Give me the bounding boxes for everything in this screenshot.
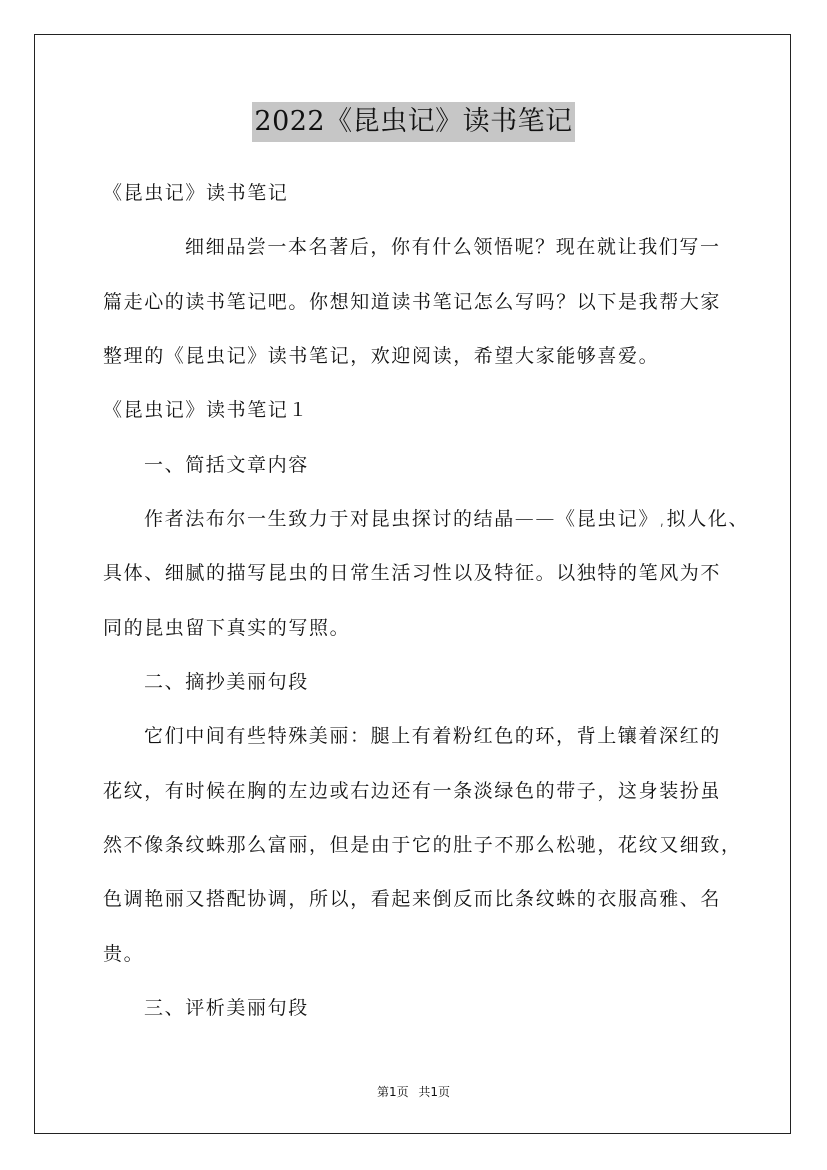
- paragraph-line: 然不像条纹蛛那么富丽，但是由于它的肚子不那么松驰，花纹又细致，: [103, 834, 742, 856]
- paragraph-line: 细细品尝一本名著后，你有什么领悟呢？现在就让我们写一: [185, 236, 721, 258]
- section-heading: 《昆虫记》读书笔记１: [103, 399, 310, 421]
- page-number-current: 第1页: [376, 1085, 409, 1099]
- paragraph-line: 篇走心的读书笔记吧。你想知道读书笔记怎么写吗？以下是我帮大家: [103, 291, 722, 313]
- section-heading: 一、简括文章内容: [144, 454, 309, 476]
- paragraph-line: 它们中间有些特殊美丽：腿上有着粉红色的环，背上镶着深红的: [144, 725, 721, 747]
- paragraph-line: 作者法布尔一生致力于对昆虫探讨的结晶——《昆虫记》,拟人化、: [144, 508, 750, 530]
- subtitle-line: 《昆虫记》读书笔记: [103, 182, 289, 204]
- paragraph-line: 同的昆虫留下真实的写照。: [103, 617, 351, 639]
- title-container: [0, 102, 827, 142]
- section-heading: 二、摘抄美丽句段: [144, 671, 309, 693]
- section-heading: 三、评析美丽句段: [144, 997, 309, 1019]
- paragraph-line: 整理的《昆虫记》读书笔记，欢迎阅读，希望大家能够喜爱。: [103, 345, 660, 367]
- paragraph-line: 花纹，有时候在胸的左边或右边还有一条淡绿色的带子，这身装扮虽: [103, 780, 722, 802]
- document-title: 2022《昆虫记》读书笔记: [252, 102, 574, 142]
- paragraph-line: 色调艳丽又搭配协调，所以，看起来倒反而比条纹蛛的衣服高雅、名: [103, 888, 722, 910]
- page-number-total: 共1页: [418, 1085, 451, 1099]
- paragraph-line: 贵。: [103, 943, 145, 965]
- paragraph-line: 具体、细腻的描写昆虫的日常生活习性以及特征。以独特的笔风为不: [103, 562, 722, 584]
- page-footer: [0, 1084, 827, 1100]
